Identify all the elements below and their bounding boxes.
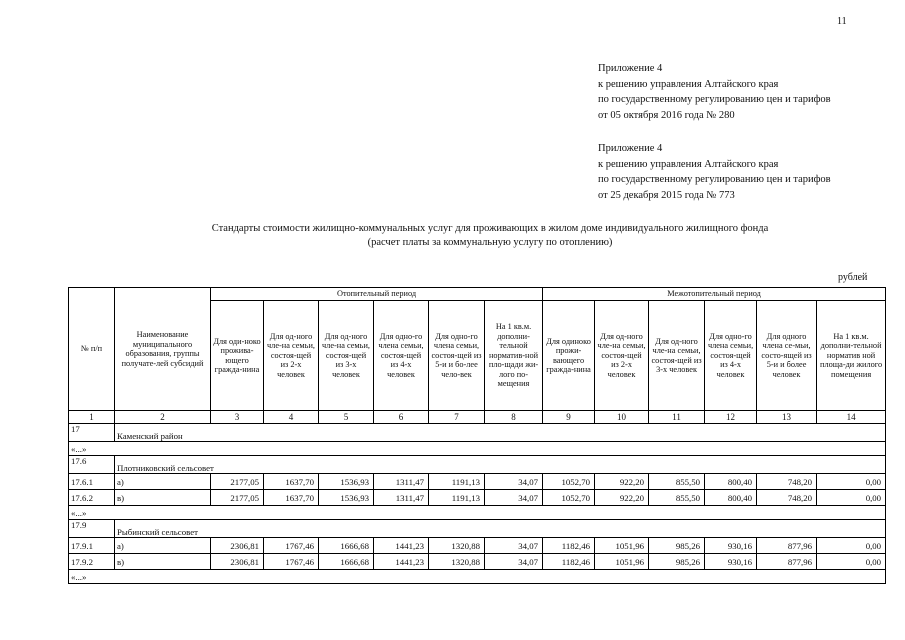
ellipsis-text: «...» bbox=[69, 506, 886, 520]
column-number-cell: 9 bbox=[543, 411, 595, 424]
row-label: в) bbox=[115, 554, 211, 570]
column-number-cell: 2 bbox=[115, 411, 211, 424]
row-label: а) bbox=[115, 538, 211, 554]
table-row bbox=[69, 554, 886, 570]
value-cell: 748,20 bbox=[757, 474, 817, 490]
value-cell: 877,96 bbox=[757, 554, 817, 570]
appendix-line: по государственному регулированию цен и тарифов bbox=[598, 94, 831, 105]
appendix-line: от 25 декабря 2015 года № 773 bbox=[598, 189, 735, 201]
value-cell: 0,00 bbox=[817, 474, 886, 490]
value-cell: 855,50 bbox=[649, 474, 705, 490]
value-cell: 0,00 bbox=[817, 554, 886, 570]
value-cell: 34,07 bbox=[485, 490, 543, 506]
value-cell: 1536,93 bbox=[319, 490, 374, 506]
table-row bbox=[69, 490, 886, 506]
table-body bbox=[69, 411, 886, 584]
row-label: в) bbox=[115, 490, 211, 506]
value-cell: 1441,23 bbox=[374, 554, 429, 570]
table-header bbox=[69, 288, 886, 411]
value-cell: 34,07 bbox=[485, 538, 543, 554]
value-cell: 1767,46 bbox=[264, 538, 319, 554]
value-cell: 0,00 bbox=[817, 538, 886, 554]
value-cell: 1051,96 bbox=[595, 538, 649, 554]
value-cell: 34,07 bbox=[485, 474, 543, 490]
appendix-line: по государственному регулированию цен и тарифов bbox=[598, 174, 831, 185]
column-number-row bbox=[69, 411, 886, 424]
appendix-line: к решению управления Алтайского края bbox=[598, 78, 779, 90]
section-name: Каменский район bbox=[115, 424, 886, 442]
appendix-block-current bbox=[598, 61, 831, 123]
value-cell: 1052,70 bbox=[543, 490, 595, 506]
column-number-cell: 3 bbox=[211, 411, 264, 424]
row-label: а) bbox=[115, 474, 211, 490]
value-cell: 1182,46 bbox=[543, 538, 595, 554]
column-number-cell: 7 bbox=[429, 411, 485, 424]
column-number-cell: 14 bbox=[817, 411, 886, 424]
value-cell: 855,50 bbox=[649, 490, 705, 506]
header-cell-number: № п/п bbox=[69, 288, 115, 411]
header-cell-interheating: Для од-ного чле-на семьи, состоя-щей из 3-х человек bbox=[649, 301, 705, 411]
header-cell-heating: Для одно-го члена семьи, состоя-щей из 4-х человек bbox=[374, 301, 429, 411]
column-number-cell: 13 bbox=[757, 411, 817, 424]
column-number-cell: 10 bbox=[595, 411, 649, 424]
value-cell: 922,20 bbox=[595, 490, 649, 506]
document-title bbox=[140, 222, 840, 250]
ellipsis-row bbox=[69, 570, 886, 584]
value-cell: 1637,70 bbox=[264, 490, 319, 506]
value-cell: 1191,13 bbox=[429, 474, 485, 490]
appendix-line: к решению управления Алтайского края bbox=[598, 158, 779, 170]
header-cell-name: Наименование муниципального образования, группы получате-лей субсидий bbox=[115, 288, 211, 411]
section-name: Рыбинский сельсовет bbox=[115, 520, 886, 538]
header-group-heating: Отопительный период bbox=[211, 288, 543, 301]
value-cell: 1182,46 bbox=[543, 554, 595, 570]
value-cell: 1311,47 bbox=[374, 474, 429, 490]
appendix-line: от 05 октября 2016 года № 280 bbox=[598, 109, 735, 121]
value-cell: 1441,23 bbox=[374, 538, 429, 554]
row-code: 17.6.1 bbox=[69, 474, 115, 490]
ellipsis-text: «...» bbox=[69, 570, 886, 584]
tariff-table bbox=[68, 287, 886, 584]
value-cell: 985,26 bbox=[649, 538, 705, 554]
title-line-1: Стандарты стоимости жилищно-коммунальных услуг для проживающих в жилом доме индивидуального жилищного фонда bbox=[211, 223, 769, 234]
header-cell-interheating: Для одного члена се-мьи, состо-ящей из 5-и и более человек bbox=[757, 301, 817, 411]
header-cell-heating: Для од-ного чле-на семьи, состоя-щей из 2-х человек bbox=[264, 301, 319, 411]
header-cell-heating: Для оди-ноко прожива-ющего гражда-нина bbox=[211, 301, 264, 411]
title-line-2: (расчет платы за коммунальную услугу по отоплению) bbox=[367, 237, 613, 248]
appendix-block-original bbox=[598, 141, 831, 203]
value-cell: 1311,47 bbox=[374, 490, 429, 506]
column-number-cell: 5 bbox=[319, 411, 374, 424]
value-cell: 800,40 bbox=[705, 474, 757, 490]
section-code: 17.6 bbox=[69, 456, 115, 474]
value-cell: 930,16 bbox=[705, 554, 757, 570]
header-cell-interheating: На 1 кв.м. дополни-тельной норматив ной площа-ди жилого помещения bbox=[817, 301, 886, 411]
section-row bbox=[69, 520, 886, 538]
header-group-interheating: Межотопительный период bbox=[543, 288, 886, 301]
value-cell: 1320,88 bbox=[429, 538, 485, 554]
header-cell-interheating: Для одиноко прожи-вающего гражда-нина bbox=[543, 301, 595, 411]
value-cell: 0,00 bbox=[817, 490, 886, 506]
section-row bbox=[69, 424, 886, 442]
ellipsis-row bbox=[69, 442, 886, 456]
value-cell: 1666,68 bbox=[319, 554, 374, 570]
column-number-cell: 8 bbox=[485, 411, 543, 424]
value-cell: 1052,70 bbox=[543, 474, 595, 490]
row-code: 17.6.2 bbox=[69, 490, 115, 506]
value-cell: 930,16 bbox=[705, 538, 757, 554]
section-code: 17 bbox=[69, 424, 115, 442]
appendix-line: Приложение 4 bbox=[598, 63, 663, 74]
column-number-cell: 11 bbox=[649, 411, 705, 424]
column-number-cell: 6 bbox=[374, 411, 429, 424]
table-row bbox=[69, 538, 886, 554]
ellipsis-row bbox=[69, 506, 886, 520]
column-number-cell: 1 bbox=[69, 411, 115, 424]
header-cell-heating: На 1 кв.м. дополни-тельной норматив-ной пло-щади жи-лого по-мещения bbox=[485, 301, 543, 411]
value-cell: 2306,81 bbox=[211, 538, 264, 554]
column-number-cell: 12 bbox=[705, 411, 757, 424]
value-cell: 922,20 bbox=[595, 474, 649, 490]
value-cell: 2177,05 bbox=[211, 490, 264, 506]
value-cell: 1637,70 bbox=[264, 474, 319, 490]
value-cell: 1191,13 bbox=[429, 490, 485, 506]
table-row bbox=[69, 474, 886, 490]
value-cell: 1767,46 bbox=[264, 554, 319, 570]
section-name: Плотниковский сельсовет bbox=[115, 456, 886, 474]
header-cell-heating: Для одно-го члена семьи, состоя-щей из 5-и и бо-лее чело-век bbox=[429, 301, 485, 411]
section-code: 17.9 bbox=[69, 520, 115, 538]
value-cell: 2306,81 bbox=[211, 554, 264, 570]
value-cell: 1666,68 bbox=[319, 538, 374, 554]
page-number: 11 bbox=[837, 16, 847, 27]
appendix-line: Приложение 4 bbox=[598, 143, 663, 154]
value-cell: 2177,05 bbox=[211, 474, 264, 490]
value-cell: 985,26 bbox=[649, 554, 705, 570]
value-cell: 1051,96 bbox=[595, 554, 649, 570]
row-code: 17.9.1 bbox=[69, 538, 115, 554]
column-number-cell: 4 bbox=[264, 411, 319, 424]
value-cell: 748,20 bbox=[757, 490, 817, 506]
ellipsis-text: «...» bbox=[69, 442, 886, 456]
value-cell: 1320,88 bbox=[429, 554, 485, 570]
header-cell-interheating: Для од-ного чле-на семьи, состоя-щей из 2-х человек bbox=[595, 301, 649, 411]
row-code: 17.9.2 bbox=[69, 554, 115, 570]
header-cell-heating: Для од-ного чле-на семьи, состоя-щей из 3-х человек bbox=[319, 301, 374, 411]
value-cell: 1536,93 bbox=[319, 474, 374, 490]
value-cell: 800,40 bbox=[705, 490, 757, 506]
value-cell: 877,96 bbox=[757, 538, 817, 554]
section-row bbox=[69, 456, 886, 474]
value-cell: 34,07 bbox=[485, 554, 543, 570]
header-cell-interheating: Для одно-го члена семьи, состоя-щей из 4-х человек bbox=[705, 301, 757, 411]
units-label: рублей bbox=[838, 272, 868, 283]
